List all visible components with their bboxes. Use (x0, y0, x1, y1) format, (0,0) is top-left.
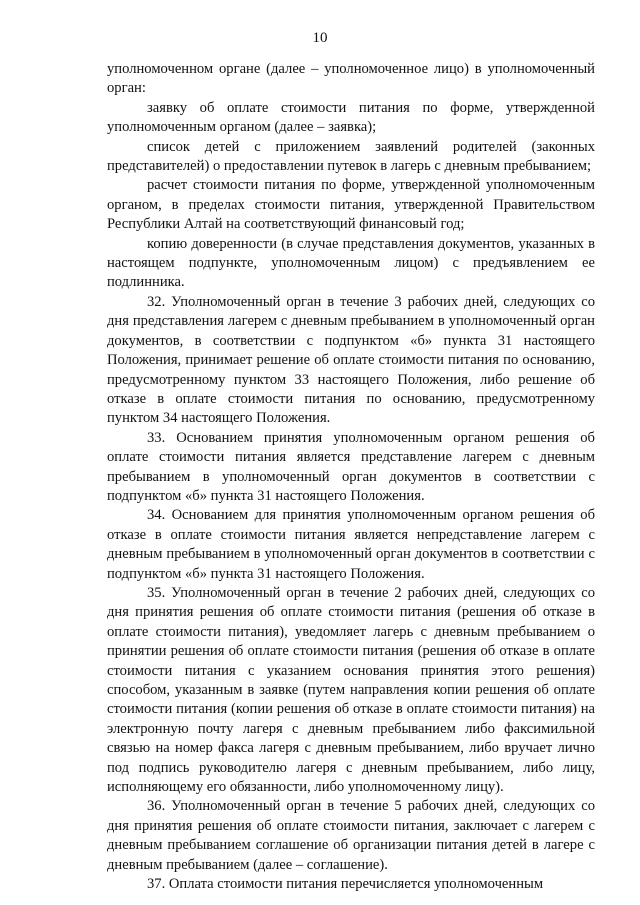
document-text (107, 60, 595, 894)
paragraph-32: 32. Уполномоченный орган в течение 3 рабочих дней, следующих со дня представления лагерем с дневным пребыванием в уполномоченный орган документов, в соответствии с подпунктом «б» пункта 31 настоящего Положения, принимает решение об оплате стоимости питания по основанию, предусмотренному пунктом 33 настоящего Положения, либо решение об отказе в оплате стоимости питания по основанию, предусмотренному пунктом 34 настоящего Положения. (107, 293, 595, 427)
paragraph-36: 36. Уполномоченный орган в течение 5 рабочих дней, следующих со дня принятия решения об оплате стоимости питания, заключает с лагерем с дневным пребыванием соглашение об организации питания детей в лагере с дневным пребыванием (далее – соглашение). (107, 798, 595, 873)
paragraph-37: 37. Оплата стоимости питания перечисляется уполномоченным (147, 876, 544, 893)
paragraph-33: 33. Основанием принятия уполномоченным органом решения об оплате стоимости питания является представление лагерем с дневным пребыванием в уполномоченный орган документов в соответствии с подпунктом «б» пункта 31 настоящего Положения. (107, 429, 595, 504)
paragraph-application: заявку об оплате стоимости питания по форме, утвержденной уполномоченным органом (далее – заявка); (107, 99, 595, 136)
paragraph-power-of-attorney: копию доверенности (в случае представления документов, указанных в настоящем подпункте, уполномоченным лицом) с предъявлением ее подлинника. (107, 235, 595, 291)
paragraph-children-list: список детей с приложением заявлений родителей (законных представителей) о предоставлении путевок в лагерь с дневным пребыванием; (107, 138, 595, 175)
paragraph-cost-calculation: расчет стоимости питания по форме, утвержденной уполномоченным органом, в пределах стоимости питания, утвержденной Правительством Республики Алтай на соответствующий финансовый год; (107, 177, 595, 233)
paragraph-34: 34. Основанием для принятия уполномоченным органом решения об отказе в оплате стоимости питания является непредставление лагерем с дневным пребыванием в уполномоченный орган документов в соответствии с подпунктом «б» пункта 31 настоящего Положения. (107, 507, 595, 582)
paragraph-continuation: уполномоченном органе (далее – уполномоченное лицо) в уполномоченный орган: (107, 61, 595, 97)
page-number: 10 (312, 30, 328, 46)
paragraph-35: 35. Уполномоченный орган в течение 2 рабочих дней, следующих со дня принятия решения об оплате стоимости питания (решения об отказе в оплате стоимости питания), уведомляет лагерь с дневным пребыванием о принятии решения об оплате стоимости питания (решения об отказе в оплате стоимости питания с указанием основания принятия этого решения) способом, указанным в заявке (путем направления копии решения об оплате стоимости питания (копии решения об отказе в оплате стоимости питания) на электронную почту лагеря с дневным пребыванием либо факсимильной связью на номер факса лагеря с дневным пребыванием, либо вручает лично под подпись руководителю лагеря с дневным пребыванием, либо лицу, исполняющему его обязанности, либо уполномоченному лицу). (107, 584, 595, 796)
